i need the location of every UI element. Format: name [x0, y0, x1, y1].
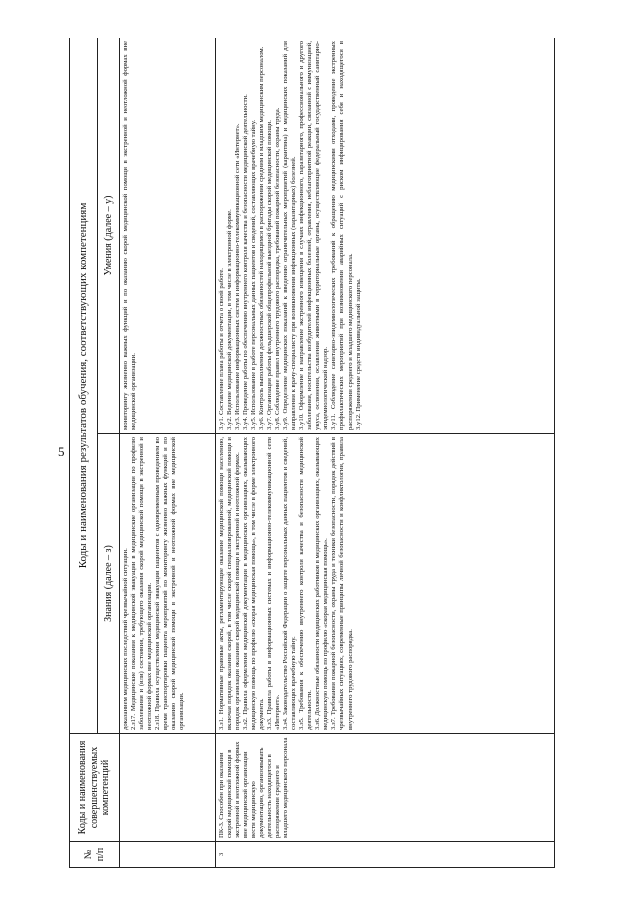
skill-item: 3.у6. Контроль выполнения должностных обязанностей находящимся в распоряжении средним и младшим медицинским персоналом. — [258, 46, 266, 430]
row2-number: 3 — [216, 842, 555, 868]
header-number: № п/п — [70, 842, 120, 868]
skill-item: 3.у4. Проведение работы по обеспечению внутреннего контроля качества и безопасности медицинской деятельности. — [242, 94, 250, 430]
knowledge-item: 3.з7. Требования пожарной безопасности, охраны труда и техники безопасности, порядок действий в чрезвычайных ситуациях, современные принципы личной безопасности и конфликтологии, правила внутреннего трудового распорядка. — [330, 437, 354, 730]
knowledge-item: 2.з17. Медицинские показания к медицинской эвакуации в медицинские организации по профилю заболевания и (или) состояния, требующего оказания скорой медицинской помощи в экстренной и неотложной формах вне медицинской организации. — [130, 437, 154, 730]
row2-skills-cell — [216, 38, 555, 434]
knowledge-item: 3.з1. Нормативные правовые акты, регламентирующие оказание медицинской помощи населению, включая порядок оказания скорой, в том числе скорой специализированной, медицинской помощи и порядок организации оказания скорой медицинской помощи в экстренной и неотложной формах. — [218, 437, 242, 730]
knowledge-item: 3.з5. Требования к обеспечению внутреннего контроля качества и безопасности медицинской деятельности. — [298, 437, 314, 730]
skill-item: 3.у8. Соблюдение правил внутреннего трудового распорядка, требований пожарной безопасности, охраны труда. — [274, 107, 282, 430]
competency-table — [69, 38, 555, 868]
knowledge-item: 2.з18. Правила осуществления медицинской эвакуации пациентов с одновременным проведением во время транспортировки пациента мероприятий по мониторингу жизненно важных функций и по оказанию скорой медицинской помощи в экстренной и неотложной формах вне медицинской организации. — [154, 437, 186, 730]
header-knowledge: Знания (далее – з) — [98, 434, 120, 734]
knowledge-item: 3.з2. Правила оформления медицинской документации в медицинских организациях, оказывающих медицинскую помощь по профилю «скорая медицинская помощь», в том числе в форме электронного документа. — [242, 437, 266, 730]
table-row — [216, 38, 555, 868]
row1-competency-cell — [120, 734, 216, 842]
row1-skills-cell — [120, 38, 216, 434]
skill-item: 3.у11. Соблюдение санитарно-эпидемиологических требований к обращению медицинскими отходами, проведение экстренных профилактических мероприятий при возникновении аварийных ситуаций с риском инфицирования себя и находящегося в распоряжении среднего и младшего медицинского персонала. — [330, 41, 354, 430]
skill-item: 3.у12. Применение средств индивидуальной защиты. — [354, 278, 362, 430]
skill-item: 3.у2. Ведение медицинской документации, в том числе в электронной форме. — [226, 209, 234, 430]
knowledge-item: 3.з3. Правила работы в информационных системах и информационно-телекоммуникационной сети «Интернет». — [266, 437, 282, 730]
knowledge-item: доказанием медицинских последствий чрезвычайной ситуации. — [122, 548, 129, 730]
page-number: 5 — [58, 444, 65, 459]
row1-number-cell — [120, 842, 216, 868]
row2-competency: ПК-3. Способен при оказании скорой медицинской помощи в экстренной и неотложной формах вне медицинской организации вести медицинскую документацию, организовывать деятельность находящегося в распоряжении среднего и младшего медицинского персонала — [216, 734, 555, 842]
skill-item: 3.у9. Определение медицинских показаний к введению ограничительных мероприятий (карантина) и медицинских показаний для направления к врачу-специалисту при возникновении инфекционных (паразитарных) болезней. — [282, 41, 298, 430]
table-row — [120, 38, 216, 868]
row2-knowledge-cell — [216, 434, 555, 734]
skill-item: 3.у3. Использование информационных систем и информационно-телекоммуникационной сети «Интернет». — [234, 123, 242, 430]
skill-item: 3.у7. Организация работы фельдшерской общепрофильной выездной бригады скорой медицинской помощи. — [266, 120, 274, 430]
header-skills: Умения (далее – у) — [98, 38, 120, 434]
row1-knowledge-cell — [120, 434, 216, 734]
knowledge-item: 3.з6. Должностные обязанности медицинских работников в медицинских организациях, оказывающих медицинскую помощь по профилю «скорая медицинская помощь». — [314, 437, 330, 730]
knowledge-item: 3.з4. Законодательство Российской Федерации о защите персональных данных пациентов и сведений, составляющих врачебную тайну. — [282, 437, 298, 730]
skill-item: 3.у5. Использование в работе персональных данных пациентов и сведений, составляющих врачебную тайну. — [250, 119, 258, 430]
header-results: Коды и наименования результатов обучения, соответствующих компетенциям — [70, 38, 98, 734]
rotated-table-area — [69, 38, 555, 868]
rotated-table-wrapper — [69, 38, 555, 868]
skill-item: 3.у10. Оформление и направление экстренного извещения в случаях инфекционного, паразитарного, профессионального и другого заболевания, носительства возбудителей инфекционных болезней, отравления, неблагоприятной реакции, связанной с иммунизацией, укуса, ослюнения, ославления животными в территориальные органы, осуществляющие федеральный государственный санитарно-эпидемиологический надзор. — [298, 41, 330, 430]
skill-item: 3.у1. Составление плана работы и отчета о своей работе. — [218, 268, 225, 430]
skill-item: мониторингу жизненно важных функций и по оказанию скорой медицинской помощи в экстренной и неотложной формах вне медицинской организации. — [122, 41, 138, 430]
header-competency-codes: Коды и наименования совершенствуемых компетенций — [70, 734, 120, 842]
